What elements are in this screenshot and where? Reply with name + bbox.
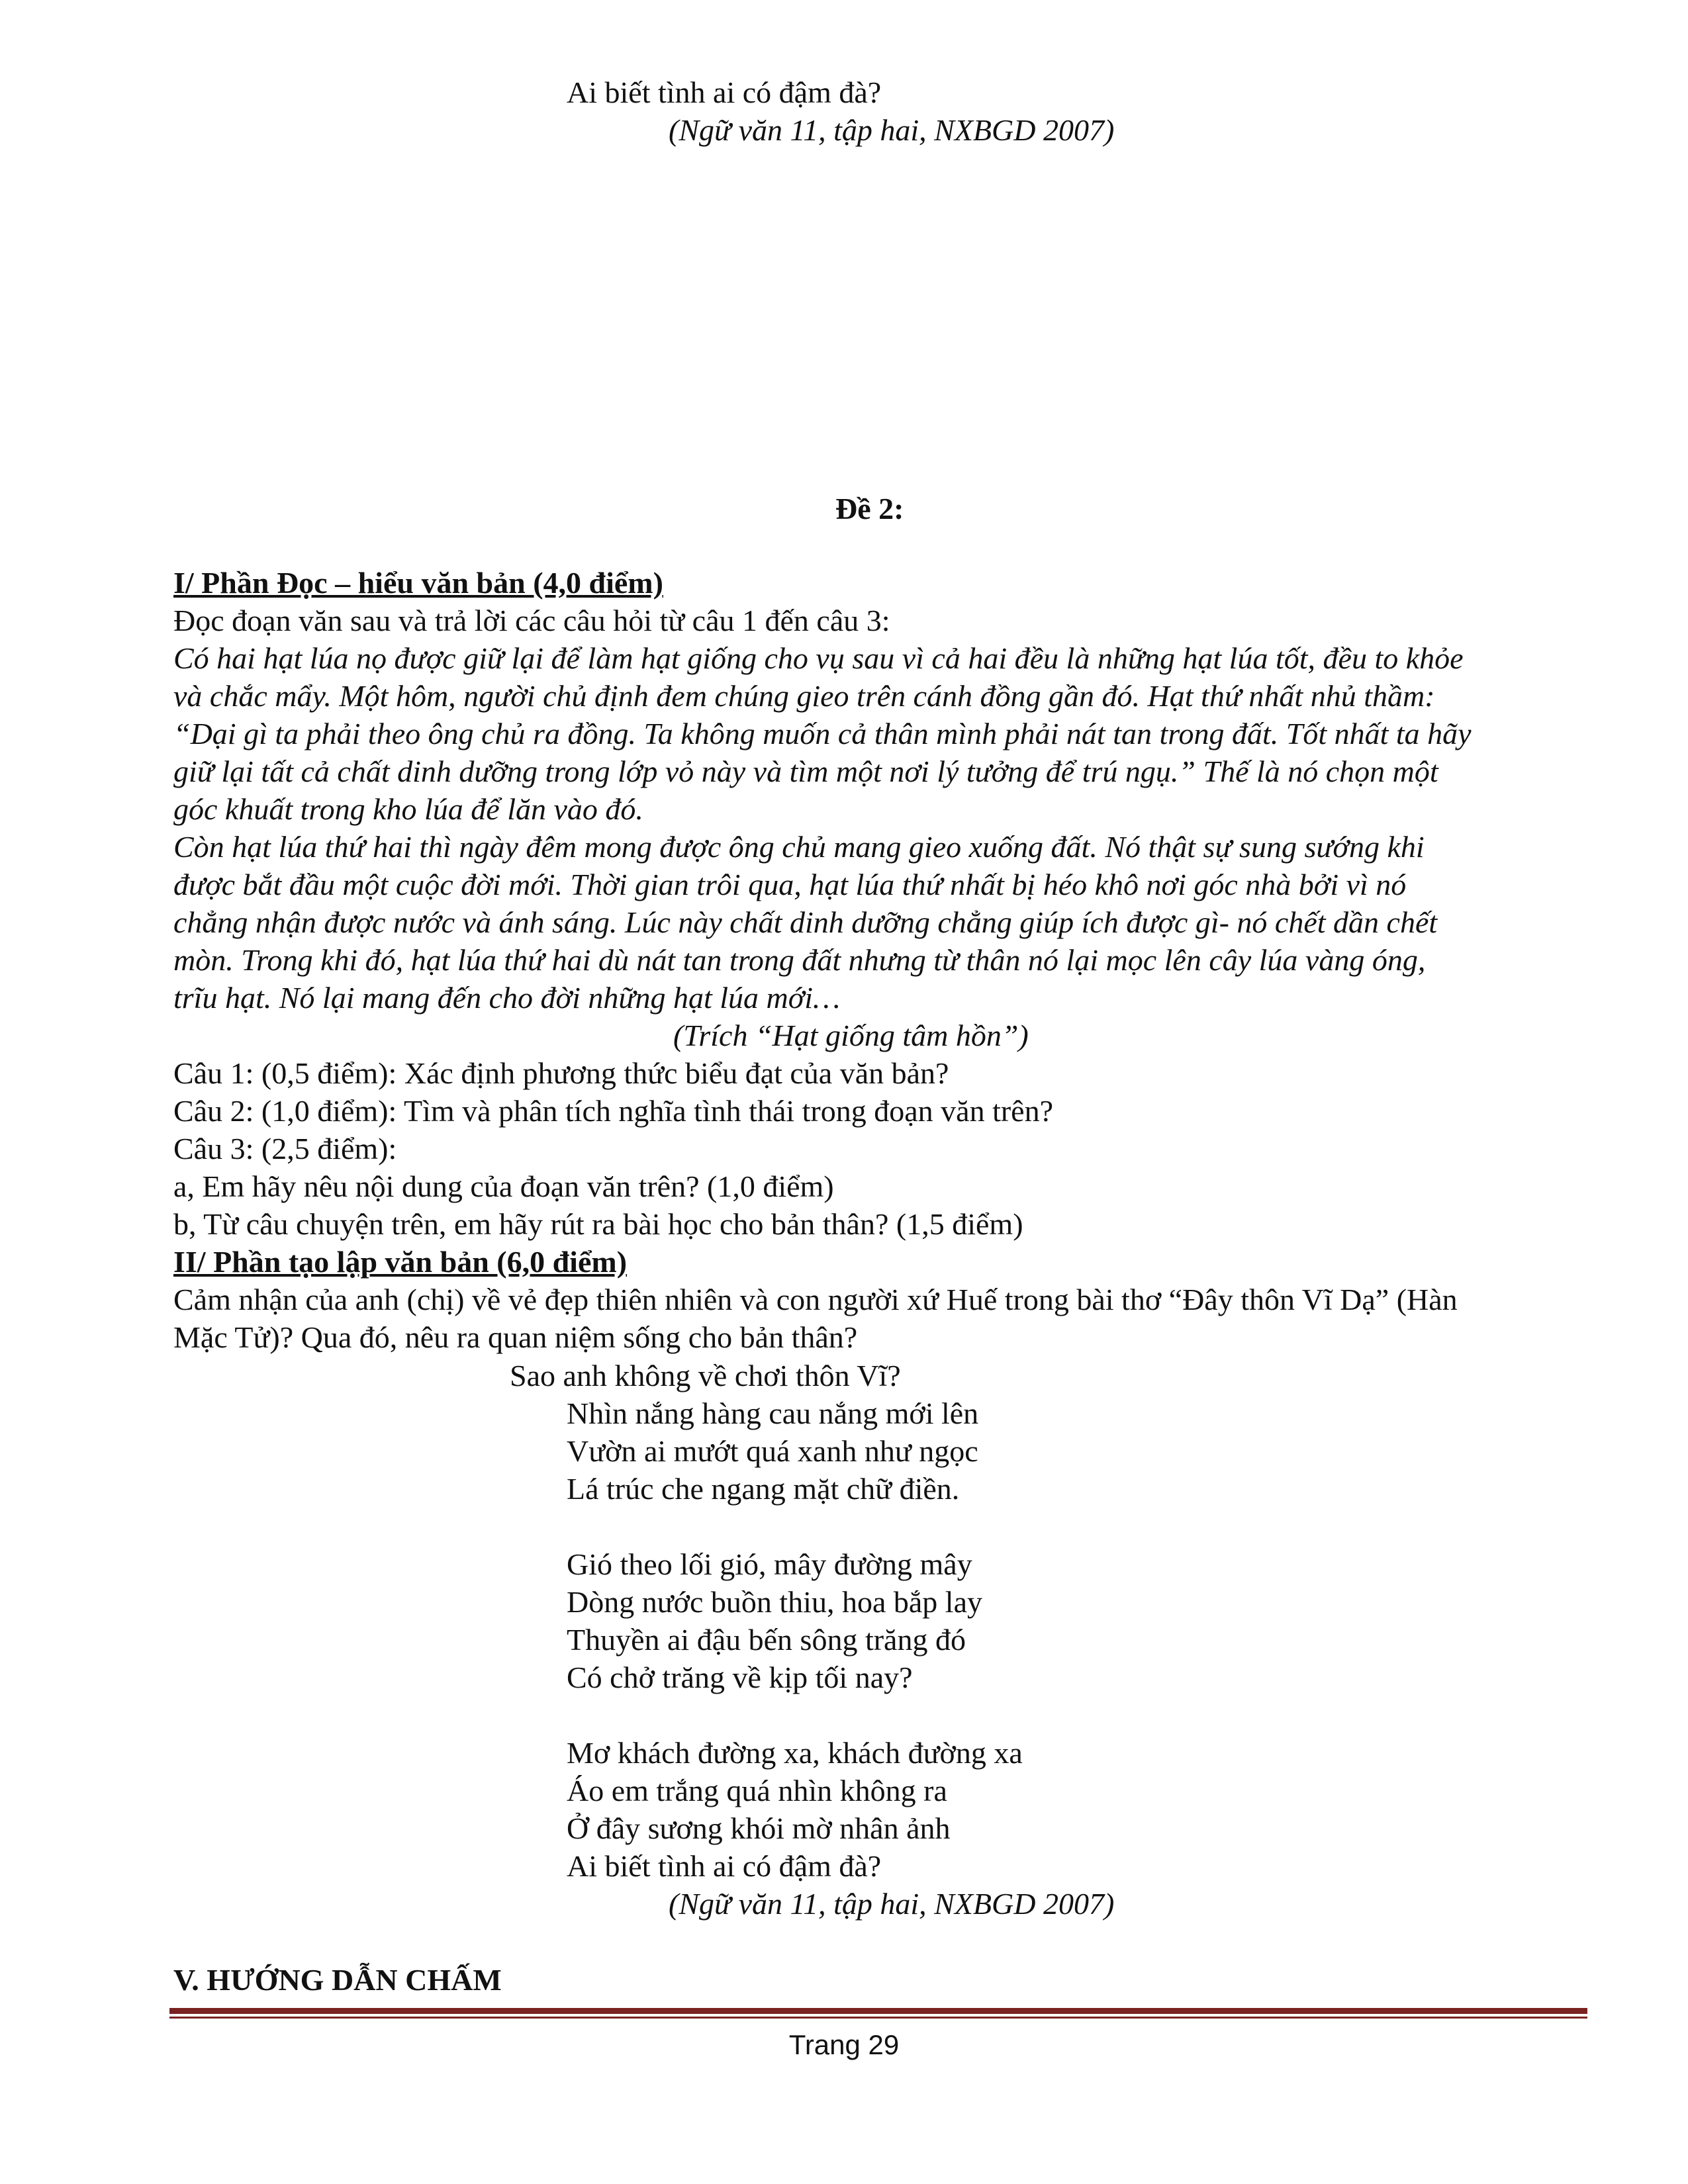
question-1: Câu 1: (0,5 điểm): Xác định phương thức biểu đạt của văn bản? [173,1056,949,1090]
poem-source: (Ngữ văn 11, tập hai, NXBGD 2007) [669,1887,1115,1921]
poem-line: Áo em trắng quá nhìn không ra [567,1774,947,1807]
reading-passage [173,639,1583,1017]
passage-line: giữ lại tất cả chất dinh dưỡng trong lớp vỏ này và tìm một nơi lý tưởng để trú ngụ.” Thế là nó chọn một [173,754,1438,788]
question-3: Câu 3: (2,5 điểm): [173,1132,397,1165]
footer-rule-thin [169,2017,1587,2019]
exam-title: Đề 2: [835,492,904,525]
passage-line: và chắc mẩy. Một hôm, người chủ định đem chúng gieo trên cánh đồng gần đó. Hạt thứ nhất nhủ thầm: [173,679,1435,713]
passage-line: Có hai hạt lúa nọ được giữ lại để làm hạt giống cho vụ sau vì cả hai đều là những hạt lúa tốt, đều to khỏe [173,641,1464,675]
footer-rule-thick [169,2008,1587,2014]
poem-line: Lá trúc che ngang mặt chữ điền. [567,1472,960,1506]
passage-source: (Trích “Hạt giống tâm hồn”) [673,1019,1029,1052]
poem-line: Có chở trăng về kịp tối nay? [567,1661,913,1694]
section-heading-v: V. HƯỚNG DẪN CHẤM [173,1963,502,1997]
poem-line: Ở đây sương khói mờ nhân ảnh [567,1811,951,1845]
poem-line: Thuyền ai đậu bến sông trăng đó [567,1623,966,1657]
part2-prompt [173,1281,1583,1356]
question-2: Câu 2: (1,0 điểm): Tìm và phân tích nghĩa tình thái trong đoạn văn trên? [173,1094,1054,1128]
question-3a: a, Em hãy nêu nội dung của đoạn văn trên? (1,0 điểm) [173,1169,834,1203]
part1-heading: I/ Phần Đọc – hiểu văn bản (4,0 điểm) [173,566,663,600]
poem-line: Ai biết tình ai có đậm đà? [567,1849,882,1883]
passage-line: Còn hạt lúa thứ hai thì ngày đêm mong được ông chủ mang gieo xuống đất. Nó thật sự sung sướng khi [173,830,1425,864]
passage-line: trĩu hạt. Nó lại mang đến cho đời những hạt lúa mới… [173,981,840,1015]
poem-line: Mơ khách đường xa, khách đường xa [567,1736,1023,1770]
part1-instruction: Đọc đoạn văn sau và trả lời các câu hỏi từ câu 1 đến câu 3: [173,604,890,637]
prompt-line: Mặc Tử)? Qua đó, nêu ra quan niệm sống cho bản thân? [173,1320,858,1354]
poem-line: Vườn ai mướt quá xanh như ngọc [567,1434,978,1468]
poem-source-top: (Ngữ văn 11, tập hai, NXBGD 2007) [669,113,1115,147]
poem-line: Gió theo lối gió, mây đường mây [567,1547,972,1581]
poem-line: Sao anh không về chơi thôn Vĩ? [510,1359,901,1392]
poem-line: Dòng nước buồn thiu, hoa bắp lay [567,1585,982,1619]
passage-line: được bắt đầu một cuộc đời mới. Thời gian trôi qua, hạt lúa thứ nhất bị héo khô nơi góc nhà bởi vì nó [173,868,1407,901]
passage-line: mòn. Trong khi đó, hạt lúa thứ hai dù nát tan trong đất nhưng từ thân nó lại mọc lên cây lúa vàng óng, [173,943,1426,977]
prompt-line: Cảm nhận của anh (chị) về vẻ đẹp thiên nhiên và con người xứ Huế trong bài thơ “Đây thôn Vĩ Dạ” (Hàn [173,1283,1458,1316]
part2-heading: II/ Phần tạo lập văn bản (6,0 điểm) [173,1245,628,1279]
page-number: Trang 29 [788,2029,900,2060]
question-3b: b, Từ câu chuyện trên, em hãy rút ra bài học cho bản thân? (1,5 điểm) [173,1207,1023,1241]
passage-line: góc khuất trong kho lúa để lăn vào đó. [173,792,643,826]
passage-line: chẳng nhận được nước và ánh sáng. Lúc này chất dinh dưỡng chẳng giúp ích được gì- nó chết dần chết [173,905,1438,939]
passage-line: “Dại gì ta phải theo ông chủ ra đồng. Ta không muốn cả thân mình phải nát tan trong đất. Tốt nhất ta hãy [173,717,1472,751]
poem-line: Nhìn nắng hàng cau nắng mới lên [567,1396,979,1430]
poem-last-line-top: Ai biết tình ai có đậm đà? [567,75,882,109]
